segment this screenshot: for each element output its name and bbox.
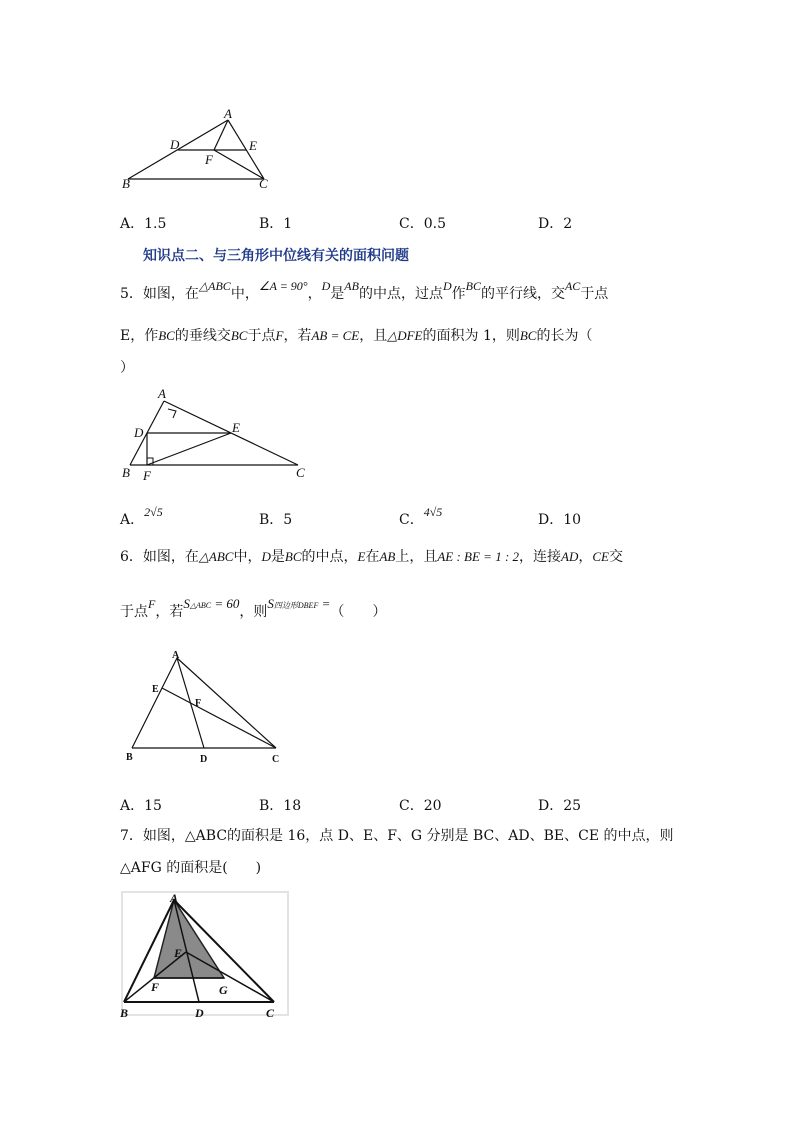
math-var: D	[321, 279, 331, 293]
label-C: C	[272, 754, 280, 765]
q6-option-b[interactable]	[259, 795, 301, 815]
figure-q4	[118, 104, 283, 196]
label-B: B	[122, 176, 130, 191]
q4-option-a[interactable]	[120, 213, 166, 233]
text: ，	[307, 286, 322, 302]
math-var: BC	[158, 328, 175, 343]
math-subscript: 四边形DBEF	[273, 601, 319, 610]
label-D: D	[170, 137, 180, 152]
math-angle: ∠A = 90°	[258, 279, 308, 293]
q6-option-c[interactable]	[399, 795, 442, 815]
figure-q7	[114, 890, 289, 1020]
label-E: E	[232, 420, 240, 435]
math-value: =	[318, 596, 331, 611]
option-key: A．	[120, 216, 145, 232]
math-var: AB	[379, 549, 396, 564]
math-var: CE	[592, 549, 610, 564]
q4-option-b[interactable]	[259, 213, 292, 233]
text: ，且	[359, 328, 388, 344]
text: 中，	[230, 286, 259, 302]
math-var: E	[357, 549, 366, 564]
option-key: B．	[259, 216, 284, 232]
option-key: B．	[259, 798, 284, 814]
label-E: E	[152, 684, 159, 695]
math-var: BC	[519, 328, 537, 343]
math-var: D	[261, 549, 271, 564]
math-var: AB	[344, 279, 359, 293]
label-F: F	[143, 468, 151, 483]
text: （ ）	[330, 604, 387, 620]
text: 的中点，	[301, 549, 358, 565]
text: 交	[609, 549, 624, 565]
text: ，连接	[519, 549, 562, 565]
text: 是	[330, 286, 345, 302]
q7-line-1: 7．如图，△ABC的面积是 16，点 D、E、F、G 分别是 BC、AD、BE、CE 的中点，则	[120, 828, 674, 844]
label-B: B	[122, 465, 130, 480]
q6-option-a[interactable]	[120, 795, 162, 815]
math-ratio: AE : BE = 1 : 2	[437, 549, 520, 564]
option-value: 18	[283, 798, 302, 814]
label-F: F	[205, 152, 213, 167]
text: 中，	[233, 549, 262, 565]
math-var: BC	[230, 328, 248, 343]
text: E，作	[120, 328, 159, 344]
q5-line-2	[120, 325, 592, 345]
label-C: C	[296, 465, 305, 480]
q5-option-c[interactable]	[399, 505, 443, 529]
option-key: C．	[399, 798, 424, 814]
label-A: A	[158, 386, 166, 401]
math-var: D	[442, 279, 452, 293]
math-value: = 60	[211, 596, 240, 611]
label-A: A	[224, 106, 232, 121]
option-value: 0.5	[423, 216, 446, 232]
math-var: S	[183, 596, 190, 611]
label-F: F	[151, 980, 160, 994]
text: ，则	[239, 604, 268, 620]
figure-q6	[122, 648, 292, 770]
option-key: A．	[120, 512, 145, 528]
text: ，若	[283, 328, 312, 344]
option-value: 2	[563, 216, 573, 232]
label-A: A	[170, 891, 179, 905]
math-var: F	[275, 328, 284, 343]
option-key: D．	[538, 512, 564, 528]
q5-line-3: ）	[120, 360, 134, 376]
text: 作	[451, 286, 466, 302]
math-var: AD	[561, 549, 579, 564]
text: 5．如图，在	[120, 286, 199, 302]
option-key: C．	[399, 512, 424, 528]
math-var: BC	[284, 549, 302, 564]
text: 的面积为 1，则	[422, 328, 520, 344]
q4-option-d[interactable]	[538, 213, 572, 233]
q7-line-2: △AFG 的面积是( )	[120, 860, 262, 876]
option-value: 25	[563, 798, 582, 814]
option-key: D．	[538, 798, 564, 814]
label-D: D	[195, 1006, 204, 1020]
option-value: 1	[283, 216, 293, 232]
text: 上，且	[395, 549, 438, 565]
option-key: C．	[399, 216, 424, 232]
q5-option-a[interactable]	[120, 505, 163, 529]
figure-q5	[118, 385, 318, 485]
label-B: B	[126, 752, 133, 763]
option-value: 20	[423, 798, 442, 814]
label-E: E	[174, 946, 183, 960]
math-subscript: △ABC	[189, 601, 212, 610]
text: 于点	[247, 328, 276, 344]
label-G: G	[219, 983, 228, 997]
q6-line-2	[120, 596, 387, 621]
q5-option-b[interactable]	[259, 509, 292, 529]
option-value: 10	[563, 512, 582, 528]
text: ，	[578, 549, 593, 565]
option-value: 5	[283, 512, 293, 528]
q5-option-d[interactable]	[538, 509, 581, 529]
text: 于点	[120, 604, 148, 620]
math-triangle: △ABC	[198, 549, 234, 564]
math-var: F	[148, 597, 156, 611]
option-value: 2√5	[144, 505, 163, 519]
text: 是	[270, 549, 285, 565]
option-value: 15	[144, 798, 162, 814]
q6-option-d[interactable]	[538, 795, 581, 815]
label-E: E	[249, 138, 257, 153]
text: 的长为（	[536, 328, 593, 344]
label-D: D	[200, 754, 208, 765]
q5-line-1	[120, 279, 609, 303]
text: 于点	[580, 286, 609, 302]
label-F: F	[195, 698, 202, 709]
q6-line-1	[120, 546, 623, 566]
option-value: 4√5	[423, 505, 443, 519]
math-triangle: △ABC	[198, 279, 231, 293]
math-var: S	[267, 596, 274, 611]
label-D: D	[134, 425, 144, 440]
text: 6．如图，在	[120, 549, 199, 565]
math-var: AC	[564, 279, 581, 293]
option-value: 1.5	[144, 216, 167, 232]
option-key: A．	[120, 798, 145, 814]
math-triangle: △DFE	[387, 328, 423, 343]
label-B: B	[120, 1006, 129, 1020]
q4-option-c[interactable]	[399, 213, 446, 233]
label-C: C	[259, 176, 268, 191]
text: ，若	[155, 604, 184, 620]
option-key: D．	[538, 216, 564, 232]
label-A: A	[172, 650, 180, 661]
text: 的平行线，交	[480, 286, 565, 302]
math-var: BC	[465, 279, 481, 293]
section-title: 知识点二、与三角形中位线有关的面积问题	[143, 248, 409, 264]
text: 的中点，过点	[358, 286, 443, 302]
text: 的垂线交	[174, 328, 231, 344]
math-equation: AB = CE	[311, 328, 360, 343]
option-key: B．	[259, 512, 284, 528]
text: 在	[365, 549, 380, 565]
label-C: C	[266, 1006, 275, 1020]
